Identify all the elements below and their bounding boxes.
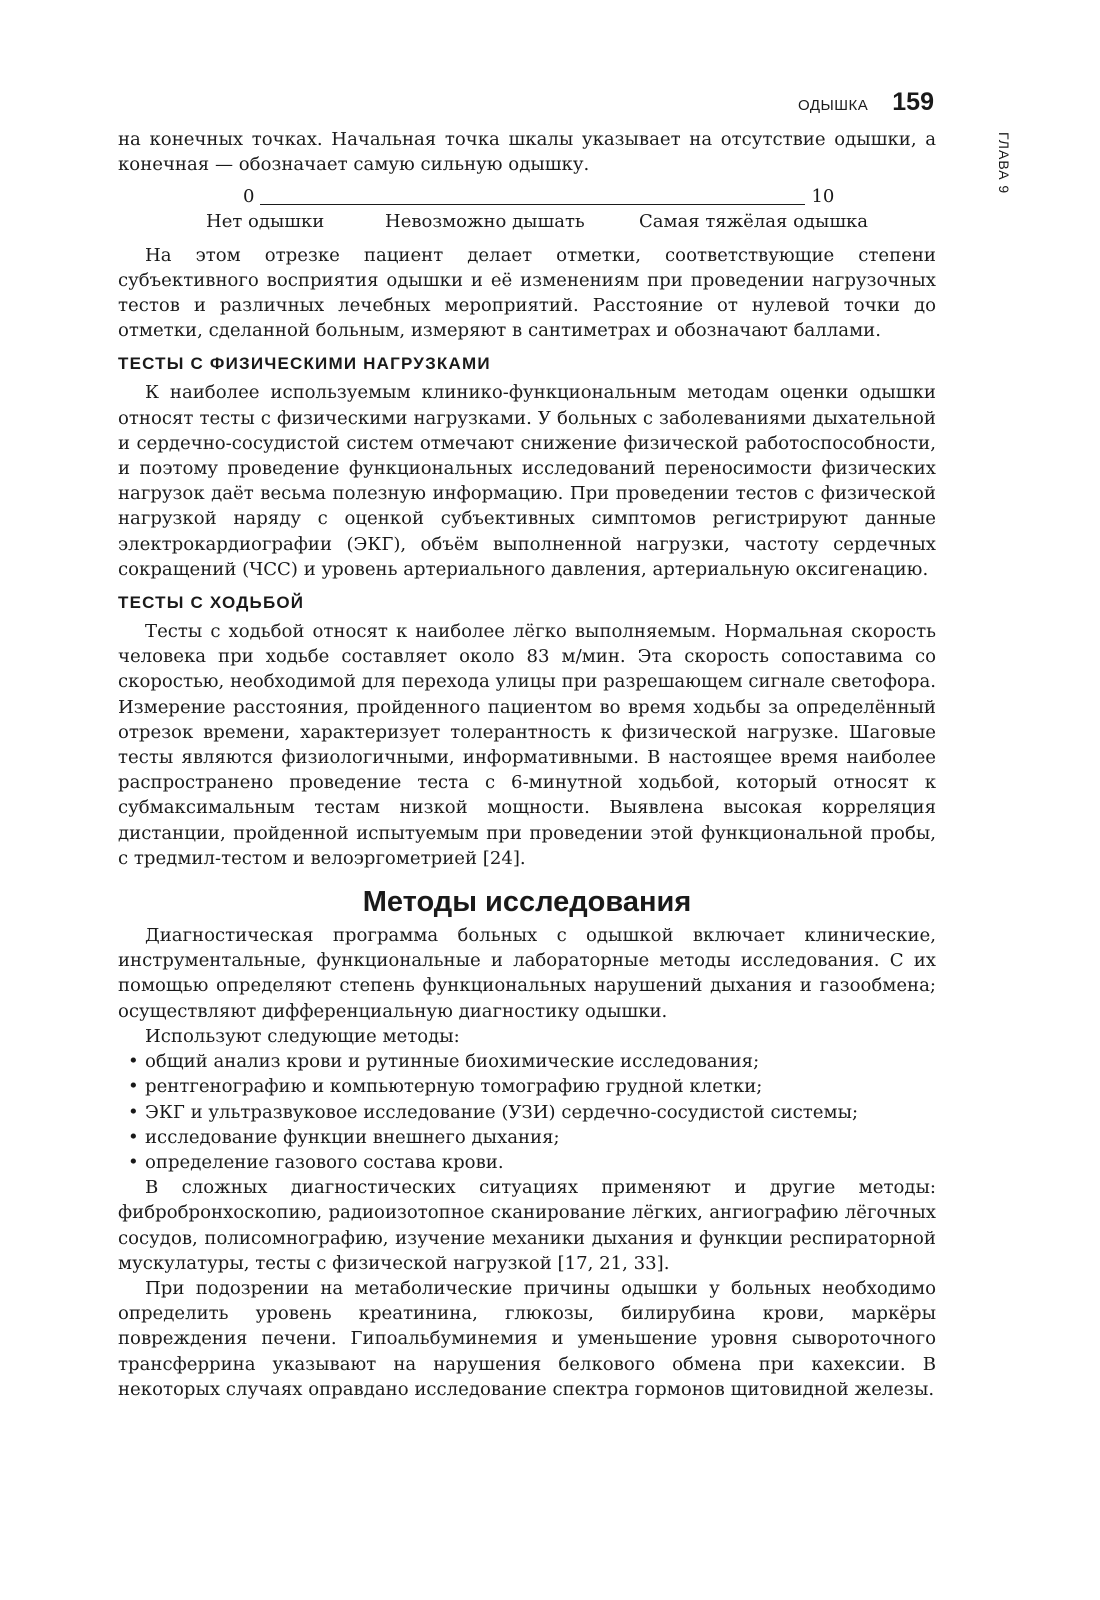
scale-line — [118, 183, 936, 209]
walk-tests-heading: ТЕСТЫ С ХОДЬБОЙ — [118, 593, 305, 613]
exercise-tests-paragraph: К наиболее используемым клинико-функциональным методам оценки одышки относят тесты с физическими нагрузками. У больных с заболеваниями дыхательной и сердечно-сосудистой систем отмечают снижение физической работоспособности, и поэтому проведение функциональных исследований переносимости физических нагрузок даёт весьма полезную информацию. При проведении тестов с физической нагрузкой наряду с оценкой субъективных симптомов регистрируют данные электрокардиографии (ЭКГ), объём выполненной нагрузки, частоту сердечных сокращений (ЧСС) и уровень артериального давления, артериальную оксигенацию. — [118, 382, 936, 580]
methods-title: Методы исследования — [362, 886, 692, 919]
running-head-section: ОДЫШКА — [798, 97, 869, 114]
intro-paragraph: на конечных точках. Начальная точка шкалы указывает на отсутствие одышки, а конечная — обозначает самую сильную одышку. — [118, 129, 936, 176]
scale-label-severe: Самая тяжёлая одышка — [639, 211, 869, 233]
running-head — [798, 88, 934, 117]
chapter-tab: ГЛАВА 9 — [996, 132, 1012, 195]
page-body — [118, 127, 936, 1402]
scale-bar — [260, 203, 805, 205]
scale-label-none: Нет одышки — [206, 211, 325, 233]
methods-list — [118, 1049, 936, 1175]
scale-label-cannot-breathe: Невозможно дышать — [385, 211, 585, 233]
list-item: • определение газового состава крови. — [118, 1150, 936, 1175]
list-item: • общий анализ крови и рутинные биохимические исследования; — [118, 1049, 936, 1074]
exercise-tests-heading: ТЕСТЫ С ФИЗИЧЕСКИМИ НАГРУЗКАМИ — [118, 354, 491, 374]
methods-intro-paragraph: Диагностическая программа больных с одышкой включает клинические, инструментальные, функциональные и лабораторные методы исследования. С их помощью определяют степень функциональных нарушений дыхания и газообмена; осуществляют дифференциальную диагностику одышки. — [118, 925, 936, 1022]
scale-end: 10 — [811, 186, 835, 208]
scale-start: 0 — [243, 186, 255, 208]
complex-situations-paragraph: В сложных диагностических ситуациях применяют и другие методы: фибробронхоскопию, радиоизотопное сканирование лёгких, ангиографию лёгочных сосудов, полисомнографию, изучение механики дыхания и функции респираторной мускулатуры, тесты с физической нагрузкой [17, 21, 33]. — [118, 1177, 936, 1274]
metabolic-causes-paragraph: При подозрении на метаболические причины одышки у больных необходимо определить уровень креатинина, глюкозы, билирубина крови, маркёры повреждения печени. Гипоальбуминемия и уменьшение уровня сывороточного трансферрина указывают на нарушения белкового обмена при кахексии. В некоторых случаях оправдано исследование спектра гормонов щитовидной железы. — [118, 1277, 936, 1400]
dyspnea-scale — [118, 183, 936, 234]
page-number: 159 — [892, 88, 934, 116]
methods-list-intro: Используют следующие методы: — [145, 1025, 460, 1047]
walk-tests-paragraph: Тесты с ходьбой относят к наиболее лёгко выполняемым. Нормальная скорость человека при ходьбе составляет около 83 м/мин. Эта скорость сопоставима со скоростью, необходимой для перехода улицы при разрешающем сигнале светофора. Измерение расстояния, пройденного пациентом во время ходьбы за определённый отрезок времени, характеризует толерантность к физической нагрузке. Шаговые тесты являются физиологичными, информативными. В настоящее время наиболее распространено проведение теста с 6-минутной ходьбой, который относят к субмаксимальным тестам низкой мощности. Выявлена высокая корреляция дистанции, пройденной испытуемым при проведении этой функциональной пробы, с тредмил-тестом и велоэргометрией [24]. — [118, 621, 936, 869]
scale-note-paragraph: На этом отрезке пациент делает отметки, соответствующие степени субъективного восприятия одышки и её изменениям при проведении нагрузочных тестов и различных лечебных мероприятий. Расстояние от нулевой точки до отметки, сделанной больным, измеряют в сантиметрах и обозначают баллами. — [118, 244, 936, 342]
list-item: • ЭКГ и ультразвуковое исследование (УЗИ) сердечно-сосудистой системы; — [118, 1100, 936, 1125]
list-item: • исследование функции внешнего дыхания; — [118, 1125, 936, 1150]
list-item: • рентгенографию и компьютерную томографию грудной клетки; — [118, 1074, 936, 1099]
scale-labels — [118, 209, 936, 234]
